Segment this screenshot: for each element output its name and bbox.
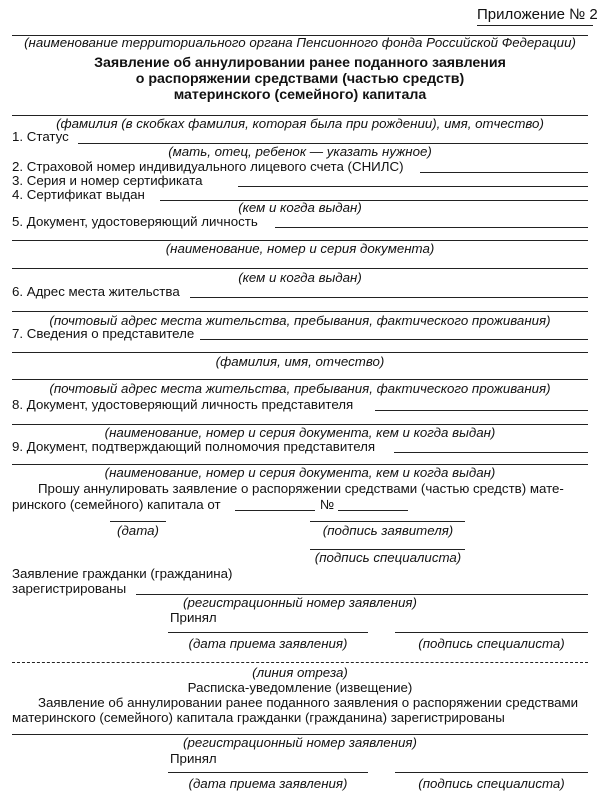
representative-label: 7. Сведения о представителе [12,326,195,341]
snils-label: 2. Страховой номер индивидуального лицевого счета (СНИЛС) [12,159,404,174]
receipt-specialist-caption: (подпись специалиста) [418,776,565,791]
id-doc-label: 5. Документ, удостоверяющий личность [12,214,258,229]
representative-id-field[interactable] [375,410,588,411]
request-number-sign: № [320,497,335,512]
document-title-line-2: о распоряжении средствами (частью средств) [135,71,465,87]
snils-field[interactable] [420,172,588,173]
representative-address-caption: (почтовый адрес места жительства, пребывания, фактического проживания) [49,381,551,396]
receipt-date-field[interactable] [168,772,368,773]
registration-number-caption: (регистрационный номер заявления) [183,595,417,610]
request-line-1: Прошу аннулировать заявление о распоряжении средствами (частью средств) мате- [38,481,564,496]
appendix-underline [477,25,593,26]
receipt-line-2: материнского (семейного) капитала гражданки (гражданина) зарегистрированы [12,710,505,725]
status-label: 1. Статус [12,129,69,144]
applicant-sign-caption: (подпись заявителя) [322,523,454,538]
authority-doc-label: 9. Документ, подтверждающий полномочия представителя [12,439,376,454]
receipt-number-caption: (регистрационный номер заявления) [183,735,417,750]
cut-line [12,662,588,663]
authority-doc-field[interactable] [394,452,588,453]
id-doc-issued-caption: (кем и когда выдан) [238,270,362,285]
id-doc-issued-field[interactable] [12,268,588,269]
pfr-organ-caption: (наименование территориального органа Пенсионного фонда Российской Федерации) [24,35,576,50]
id-doc-caption: (наименование, номер и серия документа) [165,241,435,256]
registration-specialist-caption: (подпись специалиста) [418,636,565,651]
cert-issued-caption: (кем и когда выдан) [238,200,362,215]
representative-field[interactable] [200,339,588,340]
id-doc-field[interactable] [275,227,588,228]
address-caption: (почтовый адрес места жительства, пребывания, фактического проживания) [49,313,551,328]
registration-date-caption: (дата приема заявления) [188,636,348,651]
document-title-line-1: Заявление об аннулировании ранее поданного заявления [94,55,506,71]
date-caption: (дата) [117,523,159,538]
receipt-accepted: Принял [170,751,217,766]
receipt-title: Расписка-уведомление (извещение) [187,680,413,695]
representative-address-field[interactable] [12,379,588,380]
specialist-sign-caption: (подпись специалиста) [314,550,462,565]
applicant-sign-field[interactable] [310,521,465,522]
authority-doc-caption: (наименование, номер и серия документа, кем и когда выдан) [104,465,496,480]
appendix-label: Приложение № 2 [477,6,598,23]
registration-date-field[interactable] [168,632,368,633]
representative-fio-field[interactable] [12,352,588,353]
representative-id-label: 8. Документ, удостоверяющий личность представителя [12,397,354,412]
address-label: 6. Адрес места жительства [12,284,180,299]
representative-fio-caption: (фамилия, имя, отчество) [215,354,385,369]
cut-line-caption: (линия отреза) [252,665,348,680]
receipt-date-caption: (дата приема заявления) [188,776,348,791]
registration-line-1: Заявление гражданки (гражданина) [12,566,233,581]
document-title-line-3: материнского (семейного) капитала [173,87,427,103]
request-number-field[interactable] [338,510,408,511]
applicant-fio-caption: (фамилия (в скобках фамилия, которая была при рождении), имя, отчество) [56,116,544,131]
request-date-field[interactable] [235,510,315,511]
cert-series-field[interactable] [238,186,588,187]
cert-issued-label: 4. Сертификат выдан [12,187,145,202]
cert-series-label: 3. Серия и номер сертификата [12,173,203,188]
address-field-2[interactable] [12,311,588,312]
address-field[interactable] [190,297,588,298]
status-caption: (мать, отец, ребенок — указать нужное) [168,144,432,159]
receipt-line-1: Заявление об аннулировании ранее поданного заявления о распоряжении средствами [38,695,579,710]
registration-accepted: Принял [170,610,217,625]
receipt-specialist-field[interactable] [395,772,588,773]
registration-line-2: зарегистрированы [12,581,127,596]
representative-id-caption: (наименование, номер и серия документа, кем и когда выдан) [104,425,496,440]
registration-specialist-field[interactable] [395,632,588,633]
request-line-2: ринского (семейного) капитала от [12,497,221,512]
date-field[interactable] [110,521,166,522]
